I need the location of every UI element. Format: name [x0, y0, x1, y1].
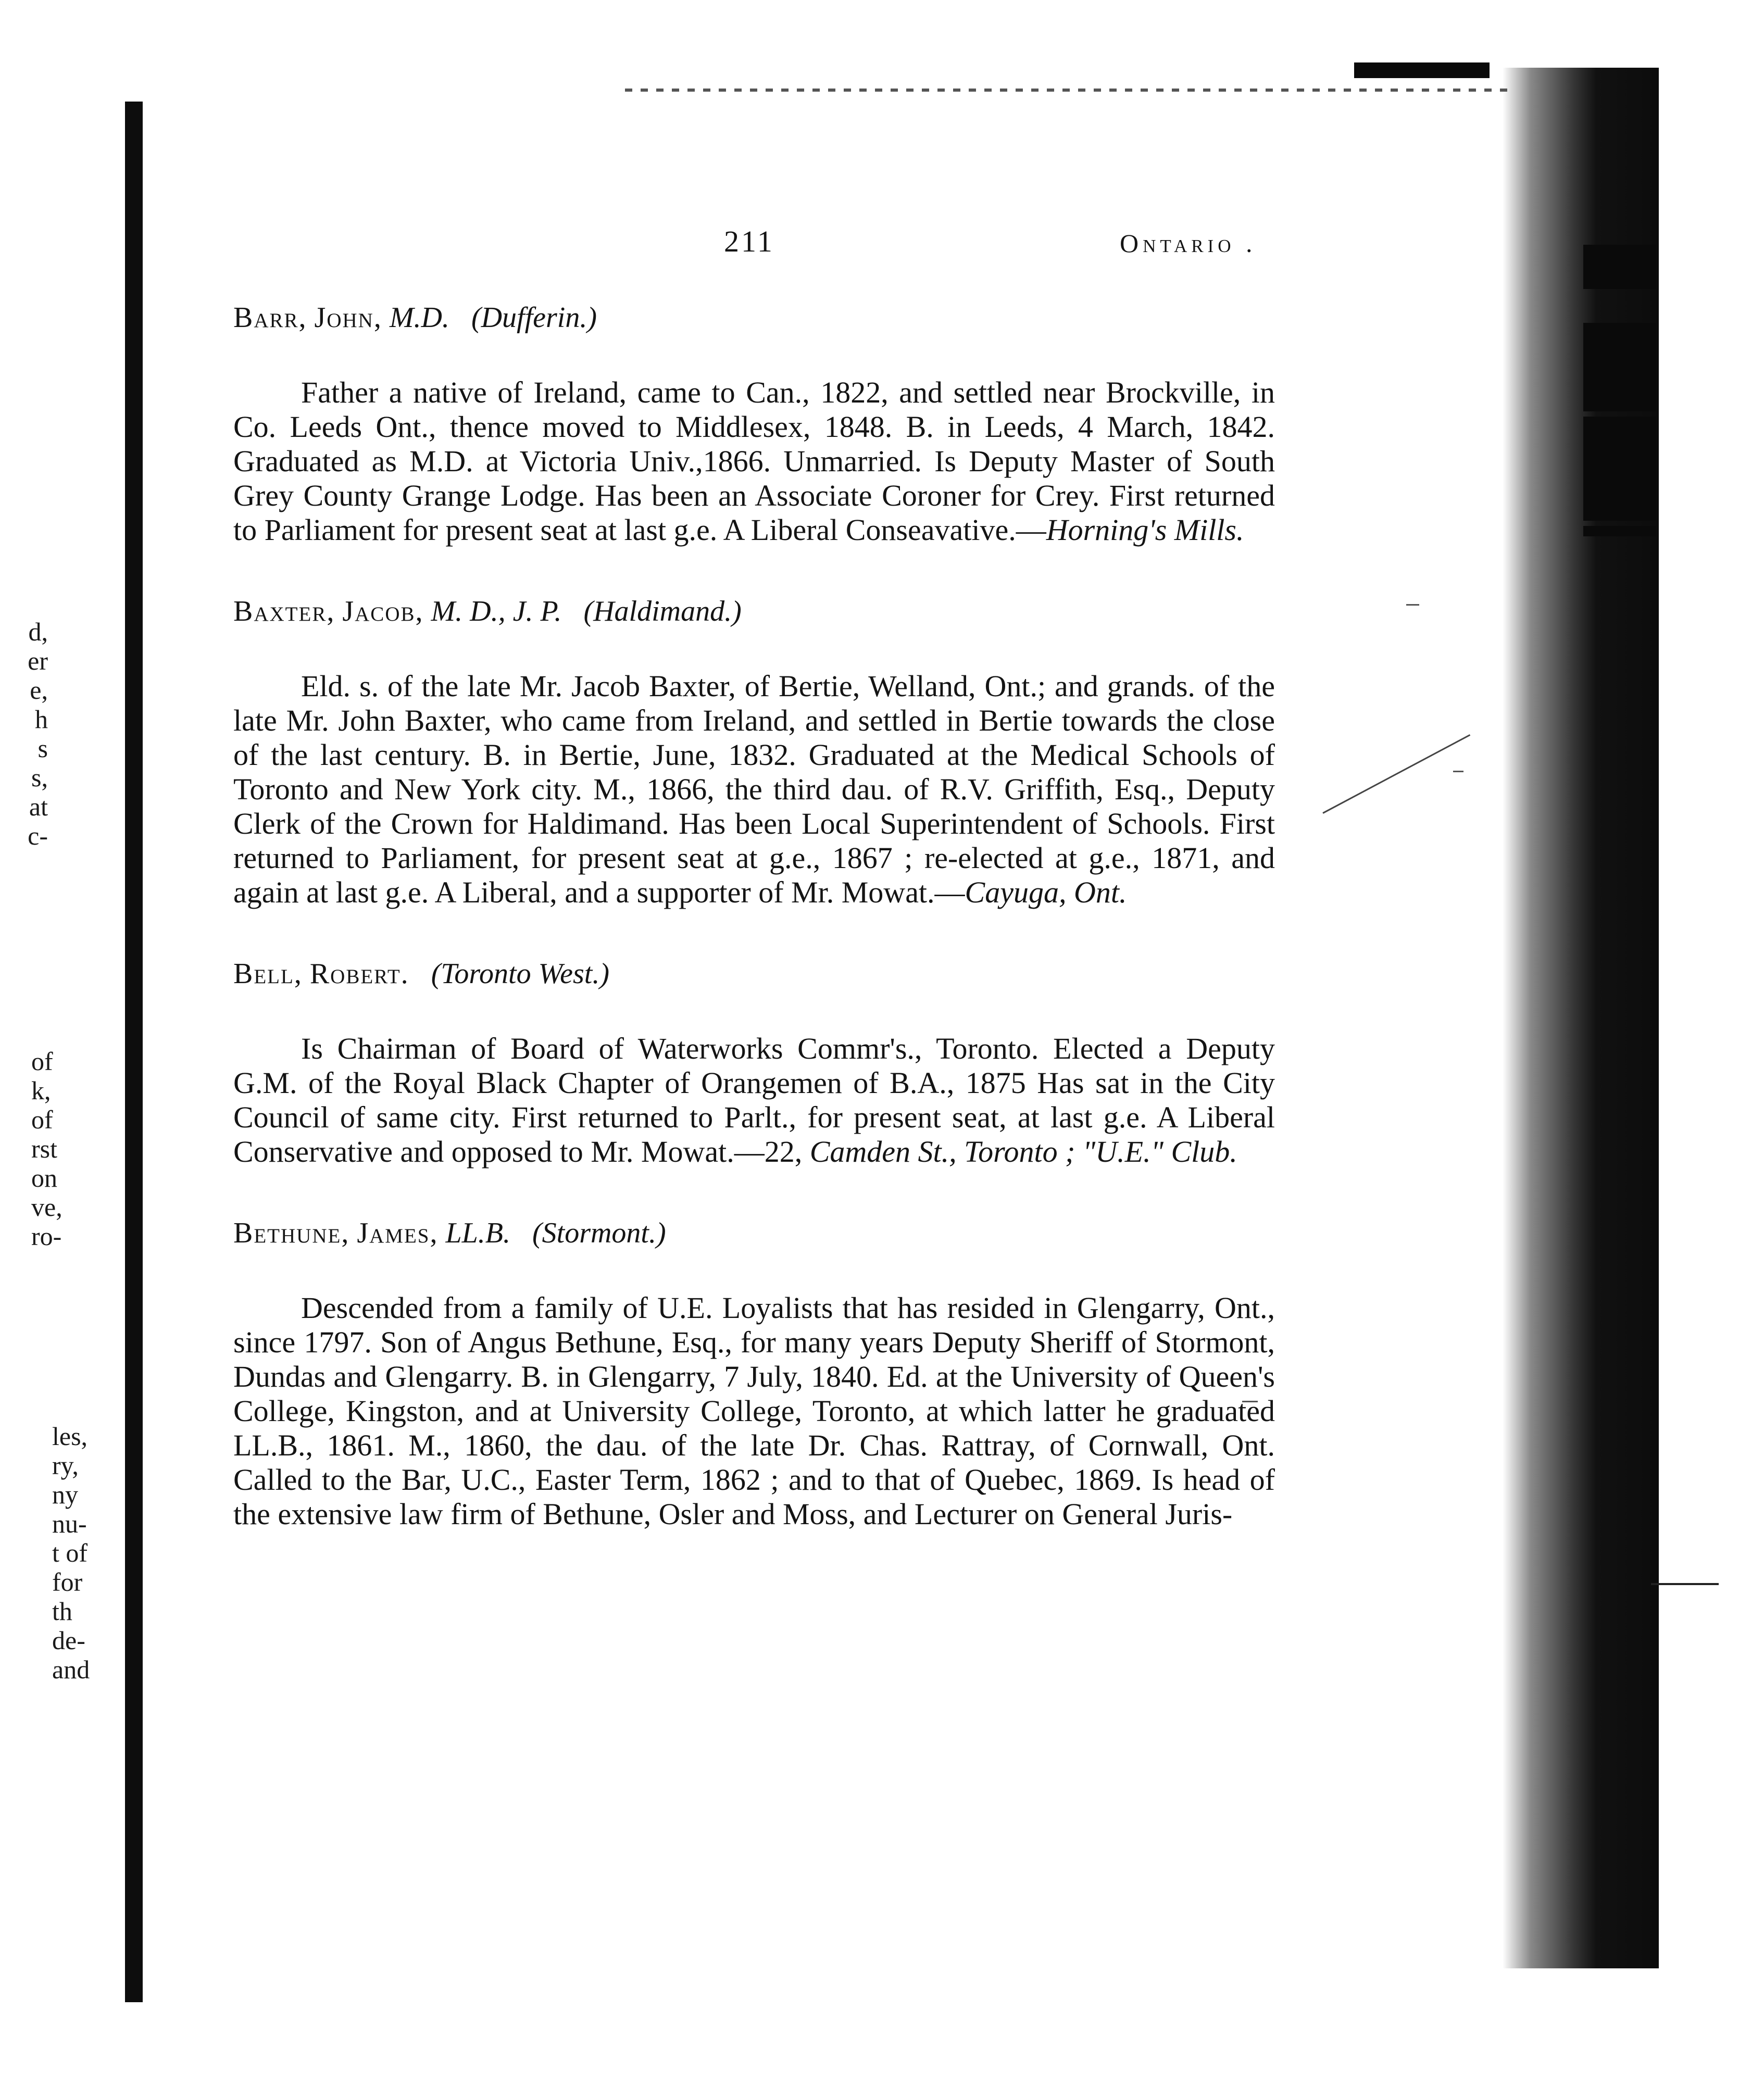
- scan-dark-block: [1354, 62, 1490, 78]
- margin-fragment: er: [28, 646, 48, 675]
- margin-fragment: ny: [52, 1480, 78, 1509]
- entry-given-name: Jacob,: [342, 595, 424, 627]
- entry-given-name: Robert.: [309, 958, 409, 990]
- entry-body-text: Is Chairman of Board of Waterworks Commr's., Toronto. Elected a Deputy G.M. of the Royal Black Chapter of Orangemen of B.A., 1875 Has sat in the City Council of same city. First returned to Parlt., for present seat, at last g.e. A Liberal Conservative and opposed to Mr. Mowat.—22,: [233, 1032, 1275, 1169]
- entry-given-name: John,: [314, 302, 382, 334]
- margin-fragment: th: [52, 1597, 72, 1626]
- scan-binding-shadow: [125, 102, 143, 2002]
- text-column: [233, 299, 1275, 1577]
- scan-pencil-mark: [1322, 734, 1470, 814]
- entry-residence: Cayuga, Ont.: [965, 875, 1127, 909]
- entry-body-text: Descended from a family of U.E. Loyalists that has resided in Glengarry, Ont., since 1797. Son of Angus Bethune, Esq., for many years Deputy Sheriff of Stormont, Dundas and Glengarry. B. in Glengarry, 7 July, 1840. Ed. at the University of Queen's College, Kingston, and at University College, Toronto, at which latter he graduated LL.B., 1861. M., 1860, the dau. of the late Dr. Chas. Rattray, of Cornwall, Ont. Called to the Bar, U.C., Easter Term, 1862 ; and to that of Quebec, 1869. Is head of the extensive law firm of Bethune, Osler and Moss, and Lecturer on General Juris-: [233, 1291, 1275, 1531]
- scan-speck: [1406, 604, 1419, 606]
- entry-riding: (Haldimand.): [583, 595, 742, 627]
- entry-heading: [233, 956, 1275, 992]
- margin-fragment-group: [31, 1047, 83, 1251]
- margin-fragment: nu-: [52, 1509, 87, 1538]
- entry-surname: Bethune,: [233, 1217, 350, 1249]
- margin-fragment: for: [52, 1567, 83, 1597]
- scan-margin-dash: [1651, 1583, 1719, 1585]
- margin-fragment: ry,: [52, 1451, 79, 1480]
- margin-fragment: d,: [28, 617, 48, 646]
- margin-fragment-group: [6, 617, 48, 850]
- entry-riding: (Toronto West.): [431, 958, 609, 990]
- margin-fragment: on: [31, 1163, 57, 1192]
- entry-body: [233, 1291, 1275, 1531]
- margin-fragment: of: [31, 1047, 53, 1076]
- scan-dark-block: [1583, 323, 1656, 411]
- margin-fragment: de-: [52, 1626, 85, 1655]
- margin-fragment: at: [29, 792, 48, 821]
- entry-heading: [233, 1215, 1275, 1251]
- entry-riding: (Dufferin.): [471, 302, 597, 334]
- margin-fragment-group: [52, 1422, 115, 1684]
- entry-degree: LL.B.: [445, 1217, 510, 1249]
- running-title: Ontario .: [1120, 229, 1257, 258]
- margin-fragment: h: [35, 705, 48, 734]
- entry-degree: M. D., J. P.: [431, 595, 562, 627]
- scan-speck: [1453, 771, 1463, 772]
- entry-baxter: [233, 593, 1275, 910]
- margin-fragment: s: [37, 734, 48, 763]
- entry-body: [233, 1032, 1275, 1169]
- entry-residence: Camden St., Toronto ; "U.E." Club.: [809, 1135, 1237, 1169]
- entry-riding: (Stormont.): [532, 1217, 666, 1249]
- margin-fragment: s,: [31, 763, 48, 792]
- entry-body: [233, 669, 1275, 910]
- margin-fragment: ve,: [31, 1192, 62, 1222]
- entry-heading: [233, 299, 1275, 336]
- margin-fragment: c-: [28, 821, 48, 850]
- margin-fragment: ro-: [31, 1222, 62, 1251]
- margin-fragment: rst: [31, 1134, 57, 1163]
- scan-top-rule: [625, 89, 1510, 92]
- entry-body: [233, 375, 1275, 547]
- margin-fragment: e,: [30, 675, 48, 705]
- margin-fragment: and: [52, 1655, 90, 1684]
- entry-bethune: [233, 1215, 1275, 1531]
- entry-given-name: James,: [357, 1217, 439, 1249]
- entry-surname: Bell,: [233, 958, 303, 990]
- entry-surname: Barr,: [233, 302, 307, 334]
- entry-body-text: Father a native of Ireland, came to Can., 1822, and settled near Brockville, in Co. Leeds Ont., thence moved to Middlesex, 1848. B. in Leeds, 4 March, 1842. Graduated as M.D. at Victoria Univ.,1866. Unmarried. Is Deputy Master of South Grey County Grange Lodge. Has been an Associate Coroner for Crey. First returned to Parliament for present seat at last g.e. A Liberal Conseavative.—: [233, 375, 1275, 547]
- entry-body-text: Eld. s. of the late Mr. Jacob Baxter, of Bertie, Welland, Ont.; and grands. of the late Mr. John Baxter, who came from Ireland, and settled in Bertie towards the close of the last century. B. in Bertie, June, 1832. Graduated at the Medical Schools of Toronto and New York city. M., 1866, the third dau. of R.V. Griffith, Esq., Deputy Clerk of the Crown for Haldimand. Has been Local Superintendent of Schools. First returned to Parliament, for present seat at g.e., 1867 ; re-elected at g.e., 1871, and again at last g.e. A Liberal, and a supporter of Mr. Mowat.—: [233, 669, 1275, 909]
- entry-bell: [233, 956, 1275, 1169]
- margin-fragment: k,: [31, 1076, 51, 1105]
- scan-dark-block: [1583, 417, 1656, 521]
- page-header: [0, 224, 1764, 266]
- entry-barr: [233, 299, 1275, 547]
- margin-fragment: t of: [52, 1538, 88, 1567]
- entry-residence: Horning's Mills.: [1046, 513, 1244, 547]
- entry-degree: M.D.: [389, 302, 449, 334]
- scan-dark-block: [1583, 526, 1656, 536]
- margin-fragment: of: [31, 1105, 53, 1134]
- entry-surname: Baxter,: [233, 595, 335, 627]
- entry-heading: [233, 593, 1275, 630]
- page-number: 211: [724, 224, 774, 258]
- margin-fragment: les,: [52, 1422, 88, 1451]
